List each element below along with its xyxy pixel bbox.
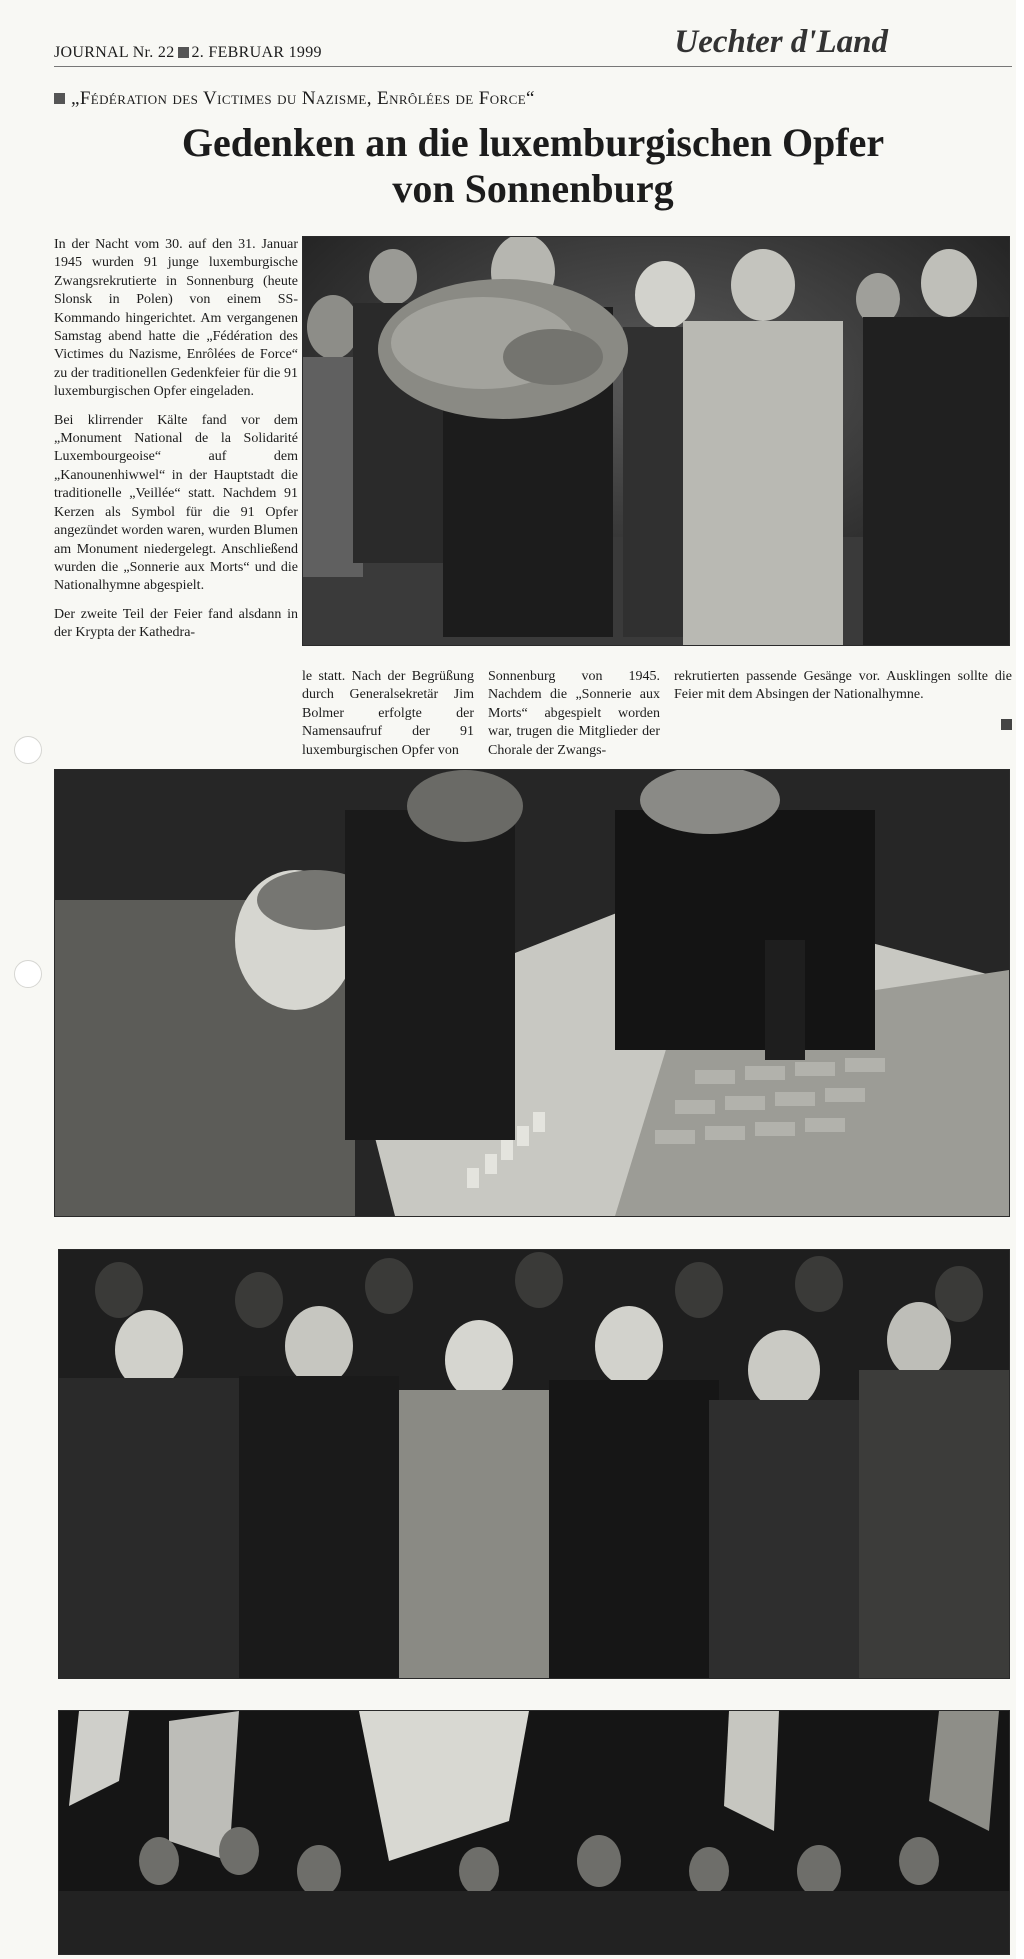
section-title: Uechter d'Land	[674, 24, 888, 60]
photo-candle-lighting	[54, 769, 1010, 1217]
masthead-issue	[54, 44, 322, 62]
article-paragraph-2: Bei klirrender Kälte fand vor dem „Monument National de la Solidarité Luxembourgeoise“ auf dem „Kanounenhiwwel“ in der Hauptstadt die traditionelle „Veillée“ statt. Nachdem 91 Kerzen als Symbol für die 91 Opfer angezündet worden waren, wurden Blumen am Monument niedergelegt. Anschließend wurden die „Sonnerie aux Morts“ und die Nationalhymne abgespielt.	[54, 412, 298, 594]
photo-flag-bearers	[58, 1710, 1010, 1955]
kicker	[54, 88, 535, 110]
article-column-3	[488, 668, 660, 770]
article-column-1	[54, 236, 298, 653]
article-column-4-text: rekrutierten passende Gesänge vor. Ausklingen sollte die Feier mit dem Absingen der Nationalhymne.	[674, 669, 1012, 703]
end-mark-icon	[1001, 719, 1012, 730]
issue-date: 2. FEBRUAR 1999	[191, 44, 322, 61]
article-column-3-text: Sonnenburg von 1945. Nachdem die „Sonnerie aux Morts“ abgespielt worden war, trugen die Mitglieder der Chorale der Zwangs-	[488, 669, 660, 758]
headline	[54, 120, 1012, 212]
punch-hole	[14, 960, 42, 988]
headline-line-2: von Sonnenburg	[392, 166, 674, 211]
article-paragraph-1: In der Nacht vom 30. auf den 31. Januar 1945 wurden 91 junge luxemburgische Zwangsrekrutierte in Sonnenburg (heute Slonsk in Polen) von einem SS-Kommando hingerichtet. Am vergangenen Samstag abend hatte die „Fédération des Victimes du Nazisme, Enrôlées de Force“ zu der traditionellen Gedenkfeier für die 91 luxemburgischen Opfer eingeladen.	[54, 237, 298, 400]
kicker-text: „Fédération des Victimes du Nazisme, Enrôlées de Force“	[71, 88, 535, 109]
article-column-2-text: le statt. Nach der Begrüßung durch Generalsekretär Jim Bolmer erfolgte der Namensaufruf der 91 luxemburgischen Opfer von	[302, 669, 474, 758]
journal-number: JOURNAL Nr. 22	[54, 44, 175, 61]
square-bullet-icon	[54, 93, 65, 104]
article-paragraph-3: Der zweite Teil der Feier fand alsdann in der Krypta der Kathedra-	[54, 606, 298, 641]
punch-hole	[14, 736, 42, 764]
photo-wreath-laying	[302, 236, 1010, 646]
square-bullet-icon	[178, 47, 189, 58]
article-column-2	[302, 668, 474, 770]
photo-attendees-group	[58, 1249, 1010, 1679]
header-rule	[54, 66, 1012, 67]
article-column-4	[674, 668, 1012, 730]
headline-line-1: Gedenken an die luxemburgischen Opfer	[181, 120, 885, 165]
